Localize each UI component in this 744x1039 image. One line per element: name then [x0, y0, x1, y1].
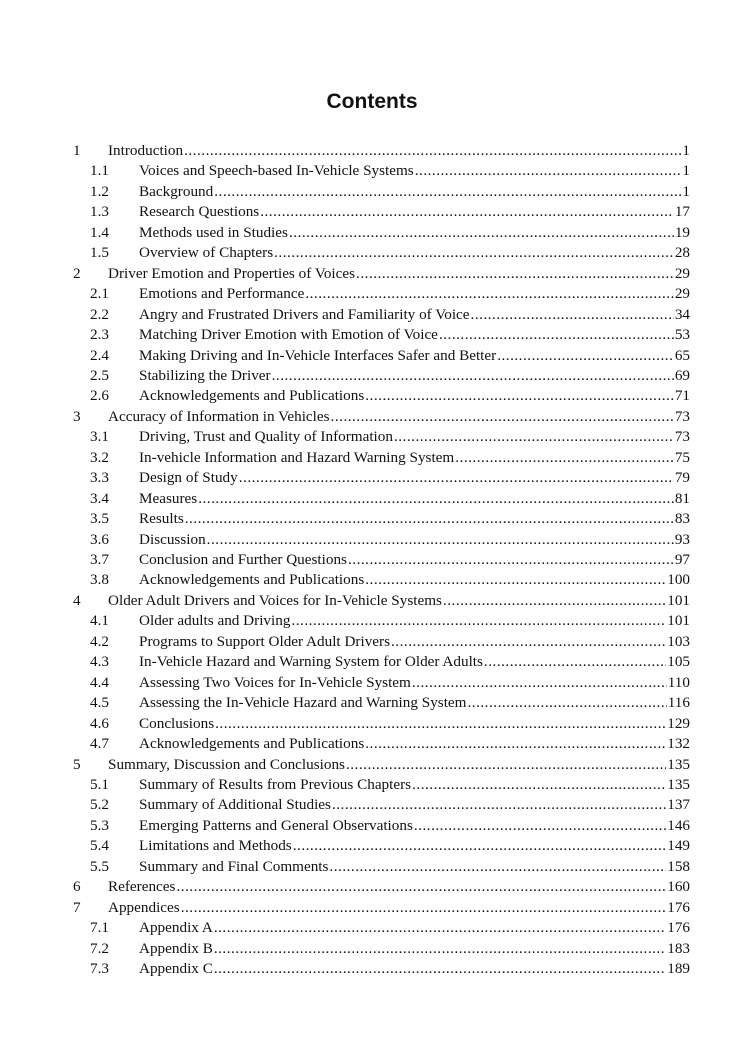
toc-entry-line [139, 632, 690, 652]
toc-entry-title: Angry and Frustrated Drivers and Familiarity of Voice [139, 305, 470, 323]
toc-entry-number: 2.1 [90, 285, 109, 303]
toc-entry-title: References [108, 878, 176, 896]
toc-section-entry[interactable] [0, 509, 744, 529]
toc-dot-leader [214, 918, 666, 938]
toc-page-number: 176 [667, 898, 690, 916]
toc-page-number: 135 [667, 775, 690, 793]
toc-chapter-entry[interactable] [0, 755, 744, 775]
toc-page-number: 79 [674, 469, 690, 487]
toc-section-entry[interactable] [0, 632, 744, 652]
toc-page-number: 83 [674, 510, 690, 528]
toc-entry-number: 1.1 [90, 162, 109, 180]
toc-entry-line [139, 816, 690, 836]
toc-entry-title: Conclusions [139, 714, 215, 732]
toc-page-number: 97 [674, 551, 690, 568]
toc-section-entry[interactable] [0, 346, 744, 366]
toc-entry-number: 1.2 [90, 182, 109, 200]
toc-page-number: 29 [674, 264, 690, 282]
toc-page-number: 19 [674, 223, 690, 241]
toc-dot-leader [439, 325, 674, 345]
toc-section-entry[interactable] [0, 386, 744, 406]
toc-entry-title: Acknowledgements and Publications [139, 387, 365, 405]
toc-entry-title: Acknowledgements and Publications [139, 571, 365, 589]
toc-entry-title: Conclusion and Further Questions [139, 551, 347, 568]
toc-entry-title: Summary of Results from Previous Chapters [139, 775, 412, 793]
toc-chapter-entry[interactable] [0, 591, 744, 611]
toc-entry-line [108, 898, 690, 918]
toc-chapter-entry[interactable] [0, 264, 744, 284]
toc-dot-leader [214, 959, 666, 979]
toc-entry-number: 3.2 [90, 448, 109, 466]
toc-entry-title: Overview of Chapters [139, 244, 274, 262]
toc-entry-line [139, 570, 690, 590]
toc-page-number: 81 [674, 489, 690, 507]
toc-section-entry[interactable] [0, 959, 744, 979]
toc-section-entry[interactable] [0, 468, 744, 488]
toc-page-number: 100 [667, 571, 690, 589]
toc-entry-number: 4.5 [90, 694, 109, 712]
toc-entry-line [139, 427, 690, 447]
toc-dot-leader [289, 223, 674, 243]
toc-page-number: 158 [667, 857, 690, 875]
toc-entry-number: 2.2 [90, 305, 109, 323]
toc-page-number: 29 [674, 285, 690, 303]
toc-dot-leader [331, 407, 674, 427]
toc-entry-line [139, 325, 690, 345]
toc-page-number: 132 [667, 735, 690, 753]
toc-section-entry[interactable] [0, 816, 744, 836]
toc-entry-title: Accuracy of Information in Vehicles [108, 407, 330, 425]
toc-entry-line [139, 489, 690, 509]
toc-entry-line [139, 448, 690, 468]
toc-entry-line [139, 346, 690, 366]
toc-section-entry[interactable] [0, 427, 744, 447]
toc-page-number: 116 [667, 694, 690, 712]
toc-chapter-entry[interactable] [0, 877, 744, 897]
toc-dot-leader [181, 898, 667, 918]
toc-dot-leader [198, 489, 674, 509]
toc-entry-number: 3.6 [90, 530, 109, 548]
toc-dot-leader [471, 305, 674, 325]
page-title: Contents [326, 90, 418, 113]
toc-page-number: 183 [667, 939, 690, 957]
toc-page-number: 73 [674, 428, 690, 446]
toc-section-entry[interactable] [0, 530, 744, 550]
toc-entry-number: 4.6 [90, 714, 109, 732]
toc-dot-leader [260, 202, 674, 222]
toc-dot-leader [184, 141, 681, 161]
toc-dot-leader [365, 570, 666, 590]
toc-page-number: 189 [667, 960, 690, 977]
toc-entry-line [139, 857, 690, 877]
toc-entry-line [139, 795, 690, 815]
toc-dot-leader [394, 427, 674, 447]
toc-section-entry[interactable] [0, 182, 744, 202]
toc-entry-number: 5 [73, 755, 81, 773]
toc-entry-number: 3.1 [90, 428, 109, 446]
toc-section-entry[interactable] [0, 161, 744, 181]
toc-section-entry[interactable] [0, 673, 744, 693]
toc-entry-title: Voices and Speech-based In-Vehicle Systems [139, 162, 414, 180]
toc-entry-number: 4.2 [90, 632, 109, 650]
toc-dot-leader [274, 243, 674, 263]
toc-section-entry[interactable] [0, 918, 744, 938]
toc-section-entry[interactable] [0, 448, 744, 468]
toc-page-number: 34 [674, 305, 690, 323]
toc-section-entry[interactable] [0, 795, 744, 815]
toc-entry-line [139, 284, 690, 304]
toc-dot-leader [291, 611, 666, 631]
toc-dot-leader [467, 693, 666, 713]
toc-entry-title: Discussion [139, 530, 206, 548]
toc-entry-title: Making Driving and In-Vehicle Interfaces Safer and Better [139, 346, 497, 364]
toc-chapter-entry[interactable] [0, 898, 744, 918]
toc-dot-leader [415, 161, 682, 181]
toc-page-number: 103 [667, 632, 690, 650]
toc-entry-number: 7.3 [90, 960, 109, 977]
toc-dot-leader [346, 755, 666, 775]
toc-entry-line [139, 734, 690, 754]
toc-entry-line [139, 693, 690, 713]
toc-dot-leader [484, 652, 666, 672]
toc-entry-line [139, 836, 690, 856]
toc-section-entry[interactable] [0, 305, 744, 325]
toc-dot-leader [215, 714, 666, 734]
toc-entry-number: 5.3 [90, 816, 109, 834]
toc-dot-leader [356, 264, 674, 284]
toc-page-number: 69 [674, 366, 690, 384]
toc-dot-leader [443, 591, 666, 611]
toc-entry-number: 7.1 [90, 919, 109, 937]
toc-dot-leader [214, 182, 681, 202]
toc-entry-title: Appendix A [139, 919, 213, 937]
toc-entry-title: Driver Emotion and Properties of Voices [108, 264, 356, 282]
toc-page-number: 101 [667, 591, 690, 609]
toc-entry-title: Methods used in Studies [139, 223, 288, 241]
toc-entry-number: 3.5 [90, 510, 109, 528]
toc-entry-line [139, 223, 690, 243]
toc-section-entry[interactable] [0, 325, 744, 345]
toc-page-number: 160 [667, 878, 690, 896]
toc-entry-title: Introduction [108, 142, 184, 159]
toc-chapter-entry[interactable] [0, 141, 744, 161]
toc-page-number: 149 [667, 837, 690, 855]
toc-entry-title: Appendix C [139, 960, 213, 977]
toc-entry-number: 5.1 [90, 775, 109, 793]
toc-entry-line [139, 243, 690, 263]
toc-section-entry[interactable] [0, 223, 744, 243]
toc-page-number: 93 [674, 530, 690, 548]
toc-dot-leader [365, 386, 674, 406]
toc-page-number: 146 [667, 816, 690, 834]
toc-section-entry[interactable] [0, 489, 744, 509]
toc-entry-title: Matching Driver Emotion with Emotion of Voice [139, 326, 438, 344]
toc-entry-title: Emotions and Performance [139, 285, 305, 303]
toc-dot-leader [329, 857, 666, 877]
toc-entry-title: Design of Study [139, 469, 238, 487]
toc-entry-number: 1.5 [90, 244, 109, 262]
toc-entry-number: 4.4 [90, 673, 109, 691]
toc-entry-title: Older adults and Driving [139, 612, 291, 630]
toc-entry-number: 1 [73, 142, 81, 159]
toc-entry-number: 5.2 [90, 796, 109, 814]
toc-entry-number: 2.6 [90, 387, 109, 405]
toc-dot-leader [391, 632, 666, 652]
toc-page-number: 17 [674, 203, 690, 221]
toc-entry-number: 7 [73, 898, 81, 916]
toc-entry-line [139, 652, 690, 672]
toc-entry-number: 5.5 [90, 857, 109, 875]
toc-entry-number: 4.1 [90, 612, 109, 630]
toc-entry-title: Older Adult Drivers and Voices for In-Vehicle Systems [108, 591, 442, 609]
toc-entry-line [108, 877, 690, 897]
toc-dot-leader [176, 877, 666, 897]
toc-entry-number: 5.4 [90, 837, 109, 855]
toc-entry-line [139, 939, 690, 959]
toc-entry-line [139, 611, 690, 631]
toc-entry-number: 7.2 [90, 939, 109, 957]
toc-entry-line [139, 918, 690, 938]
toc-section-entry[interactable] [0, 284, 744, 304]
toc-dot-leader [185, 509, 674, 529]
toc-entry-number: 4.7 [90, 735, 109, 753]
toc-entry-line [139, 202, 690, 222]
toc-section-entry[interactable] [0, 734, 744, 754]
toc-page-number: 110 [667, 673, 690, 691]
toc-page-number: 176 [667, 919, 690, 937]
toc-page-number: 1 [682, 162, 690, 180]
toc-section-entry[interactable] [0, 366, 744, 386]
toc-dot-leader [305, 284, 673, 304]
toc-entry-title: Summary and Final Comments [139, 857, 329, 875]
toc-entry-title: Limitations and Methods [139, 837, 292, 855]
toc-entry-line [139, 959, 690, 979]
toc-entry-line [139, 714, 690, 734]
toc-entry-number: 1.4 [90, 223, 109, 241]
toc-dot-leader [455, 448, 674, 468]
toc-entry-title: Programs to Support Older Adult Drivers [139, 632, 390, 650]
toc-page-number: 1 [682, 142, 690, 159]
toc-page-number: 73 [674, 407, 690, 425]
toc-entry-title: Appendix B [139, 939, 213, 957]
toc-entry-line [139, 775, 690, 795]
toc-entry-line [139, 366, 690, 386]
toc-entry-number: 3.3 [90, 469, 109, 487]
toc-entry-line [139, 673, 690, 693]
toc-section-entry[interactable] [0, 836, 744, 856]
toc-entry-number: 2.3 [90, 326, 109, 344]
toc-page-number: 137 [667, 796, 690, 814]
toc-section-entry[interactable] [0, 570, 744, 590]
toc-page-number: 65 [674, 346, 690, 364]
toc-page-number: 1 [682, 182, 690, 200]
toc-section-entry[interactable] [0, 652, 744, 672]
toc-section-entry[interactable] [0, 202, 744, 222]
toc-entry-line [139, 550, 690, 570]
toc-entry-number: 4 [73, 591, 81, 609]
toc-page-number: 75 [674, 448, 690, 466]
toc-dot-leader [272, 366, 674, 386]
toc-entry-number: 3.7 [90, 551, 109, 568]
toc-section-entry[interactable] [0, 775, 744, 795]
toc-entry-line [139, 530, 690, 550]
toc-dot-leader [293, 836, 667, 856]
toc-entry-line [108, 755, 690, 775]
toc-entry-title: Research Questions [139, 203, 260, 221]
toc-entry-title: Measures [139, 489, 198, 507]
toc-entry-number: 2.4 [90, 346, 109, 364]
toc-entry-title: In-Vehicle Hazard and Warning System for Older Adults [139, 653, 483, 671]
toc-entry-title: Acknowledgements and Publications [139, 735, 365, 753]
toc-entry-title: In-vehicle Information and Hazard Warning System [139, 448, 455, 466]
toc-section-entry[interactable] [0, 857, 744, 877]
toc-entry-line [139, 386, 690, 406]
toc-entry-number: 4.3 [90, 653, 109, 671]
toc-entry-line [139, 468, 690, 488]
toc-entry-line [139, 182, 690, 202]
toc-entry-line [139, 161, 690, 181]
toc-dot-leader [412, 673, 667, 693]
toc-page-number: 105 [667, 653, 690, 671]
toc-section-entry[interactable] [0, 714, 744, 734]
toc-section-entry[interactable] [0, 611, 744, 631]
toc-chapter-entry[interactable] [0, 407, 744, 427]
toc-dot-leader [348, 550, 674, 570]
toc-entry-line [139, 509, 690, 529]
toc-dot-leader [239, 468, 674, 488]
toc-entry-number: 2 [73, 264, 81, 282]
toc-entry-number: 2.5 [90, 366, 109, 384]
toc-page-number: 53 [674, 326, 690, 344]
toc-entry-title: Summary of Additional Studies [139, 796, 331, 814]
toc-section-entry[interactable] [0, 693, 744, 713]
toc-entry-number: 6 [73, 878, 81, 896]
toc-dot-leader [412, 775, 666, 795]
toc-entry-title: Background [139, 182, 214, 200]
toc-dot-leader [207, 530, 674, 550]
toc-entry-title: Results [139, 510, 184, 528]
toc-entry-title: Emerging Patterns and General Observations [139, 816, 413, 834]
toc-page-number: 28 [674, 244, 690, 262]
toc-dot-leader [414, 816, 666, 836]
toc-page-number: 129 [667, 714, 690, 732]
toc-page-number: 101 [667, 612, 690, 630]
toc-section-entry[interactable] [0, 550, 744, 570]
toc-entry-number: 1.3 [90, 203, 109, 221]
toc-section-entry[interactable] [0, 243, 744, 263]
toc-entry-title: Appendices [108, 898, 180, 916]
toc-entry-line [108, 407, 690, 427]
toc-entry-title: Stabilizing the Driver [139, 366, 271, 384]
toc-dot-leader [365, 734, 666, 754]
toc-dot-leader [332, 795, 666, 815]
toc-entry-number: 3.4 [90, 489, 109, 507]
toc-entry-line [139, 305, 690, 325]
toc-entry-line [108, 141, 690, 161]
toc-dot-leader [214, 939, 666, 959]
toc-dot-leader [497, 346, 674, 366]
toc-entry-title: Assessing Two Voices for In-Vehicle System [139, 673, 411, 691]
toc-entry-number: 3.8 [90, 571, 109, 589]
toc-section-entry[interactable] [0, 939, 744, 959]
toc-entry-title: Assessing the In-Vehicle Hazard and Warning System [139, 694, 467, 712]
toc-page-number: 71 [674, 387, 690, 405]
toc-entry-line [108, 264, 690, 284]
toc-page-number: 135 [667, 755, 690, 773]
toc-entry-line [108, 591, 690, 611]
toc-entry-title: Summary, Discussion and Conclusions [108, 755, 345, 773]
toc-entry-title: Driving, Trust and Quality of Information [139, 428, 393, 446]
toc-entry-number: 3 [73, 407, 81, 425]
